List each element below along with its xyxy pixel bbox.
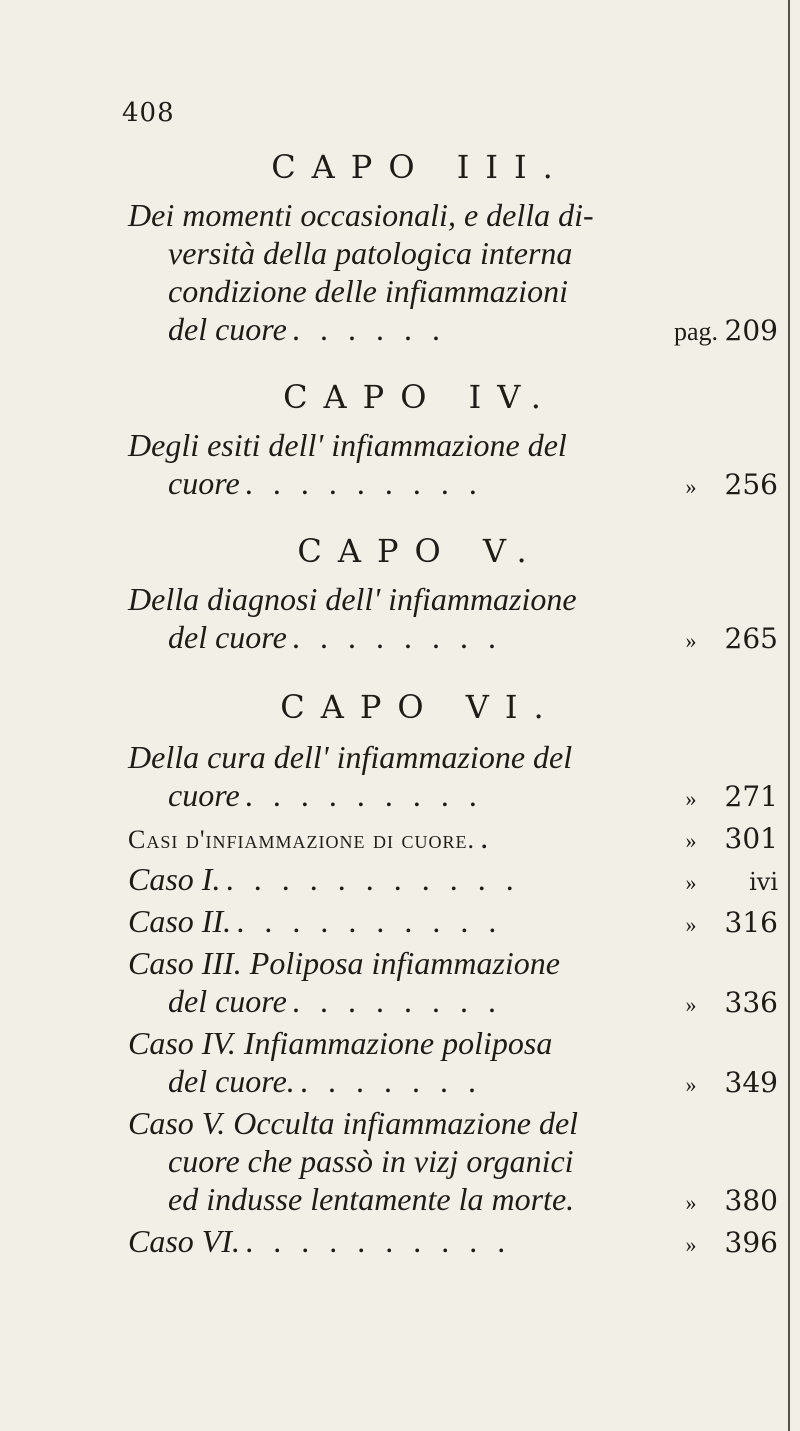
chapter-heading-5: CAPO V. [297,532,543,570]
dot-leader: . . . . . . . . . . . [226,861,521,897]
entry-line: cuore che passò in vizj organici [168,1143,574,1179]
page-marker: » [685,474,697,499]
toc-entry-caso-1: Caso I. . . . . . . . . . . . » ivi [128,860,778,902]
page-marker: » [685,1232,697,1257]
page-ref: 209 [724,314,778,347]
chapter-heading-4: CAPO IV. [283,378,557,416]
toc-entry-chapter-6 [128,738,778,1264]
entry-line: Degli esiti dell' infiammazione del [128,427,567,463]
entry-last-line: del cuore . . . . . . . . » 265 [128,618,778,660]
toc-entry-chapter-3 [128,196,778,351]
toc-entry-casi: Casi d'infiammazione di cuore. . » 301 [128,818,778,860]
page-marker: » [685,786,697,811]
page-ref: 396 [724,1226,778,1259]
dot-leader: . . . . . . . . . . [246,1223,512,1259]
page-ref: 265 [724,622,778,655]
page-marker: » [685,870,697,895]
page-marker: » [685,1072,697,1097]
entry-line: Della diagnosi dell' infiammazione [128,581,577,617]
toc-entry-caso-6: Caso VI. . . . . . . . . . . » 396 [128,1222,778,1264]
page-ref: 271 [724,780,778,813]
page-marker: » [685,628,697,653]
entry-line: condizione delle infiammazioni [168,273,568,309]
page-ref: 256 [724,468,778,501]
entry-line: Dei momenti occasionali, e della di- [128,197,594,233]
page-marker: » [685,1190,697,1215]
page-ref: 336 [724,986,778,1019]
chapter-heading-3: CAPO III. [271,148,569,186]
page-marker: » [685,828,697,853]
toc-entry-caso-3: del cuore . . . . . . . . » 336 [128,982,778,1024]
page-number: 408 [122,98,175,128]
page-ref: ivi [749,868,778,896]
toc-entry-chapter-4 [128,426,778,506]
entry-line: Caso V. Occulta infiammazione del [128,1105,579,1141]
dot-leader: . . . . . . . . . . [237,903,504,939]
page-ref: 349 [724,1066,778,1099]
toc-entry-caso-5: ed indusse lentamente la morte. » 380 [128,1180,778,1222]
chapter-heading-6: CAPO VI. [280,688,560,726]
entry-line: Caso IV. Infiammazione poliposa [128,1025,553,1061]
toc-entry-chapter-5 [128,580,778,660]
toc-entry-caso-4: del cuore. . . . . . . . » 349 [128,1062,778,1104]
page-ref: 301 [724,822,778,855]
entry-line: versità della patologica interna [168,235,573,271]
entry-last-line: del cuore . . . . . . pag. 209 [128,310,778,351]
page-ref: 316 [724,906,778,939]
page-marker: » [685,912,697,937]
page-ref: 380 [724,1184,778,1217]
entry-line: Caso III. Poliposa infiammazione [128,945,560,981]
dot-leader: . . . . . . . [300,1063,483,1099]
dot-leader: . . . . . . . . . [245,777,484,813]
page-marker: » [685,992,697,1017]
dot-leader: . [481,819,496,855]
page-marker: pag. [674,317,719,346]
entry-last-line: cuore . . . . . . . . . » 256 [128,464,778,506]
dot-leader: . . . . . . . . [292,619,503,655]
dot-leader: . . . . . . . . [292,983,503,1019]
entry-line: Della cura dell' infiammazione del [128,739,573,775]
dot-leader: . . . . . . [292,311,447,347]
toc-entry-caso-2: Caso II. . . . . . . . . . . » 316 [128,902,778,944]
dot-leader: . . . . . . . . . [245,465,484,501]
entry-last-line: cuore . . . . . . . . . » 271 [128,776,778,818]
